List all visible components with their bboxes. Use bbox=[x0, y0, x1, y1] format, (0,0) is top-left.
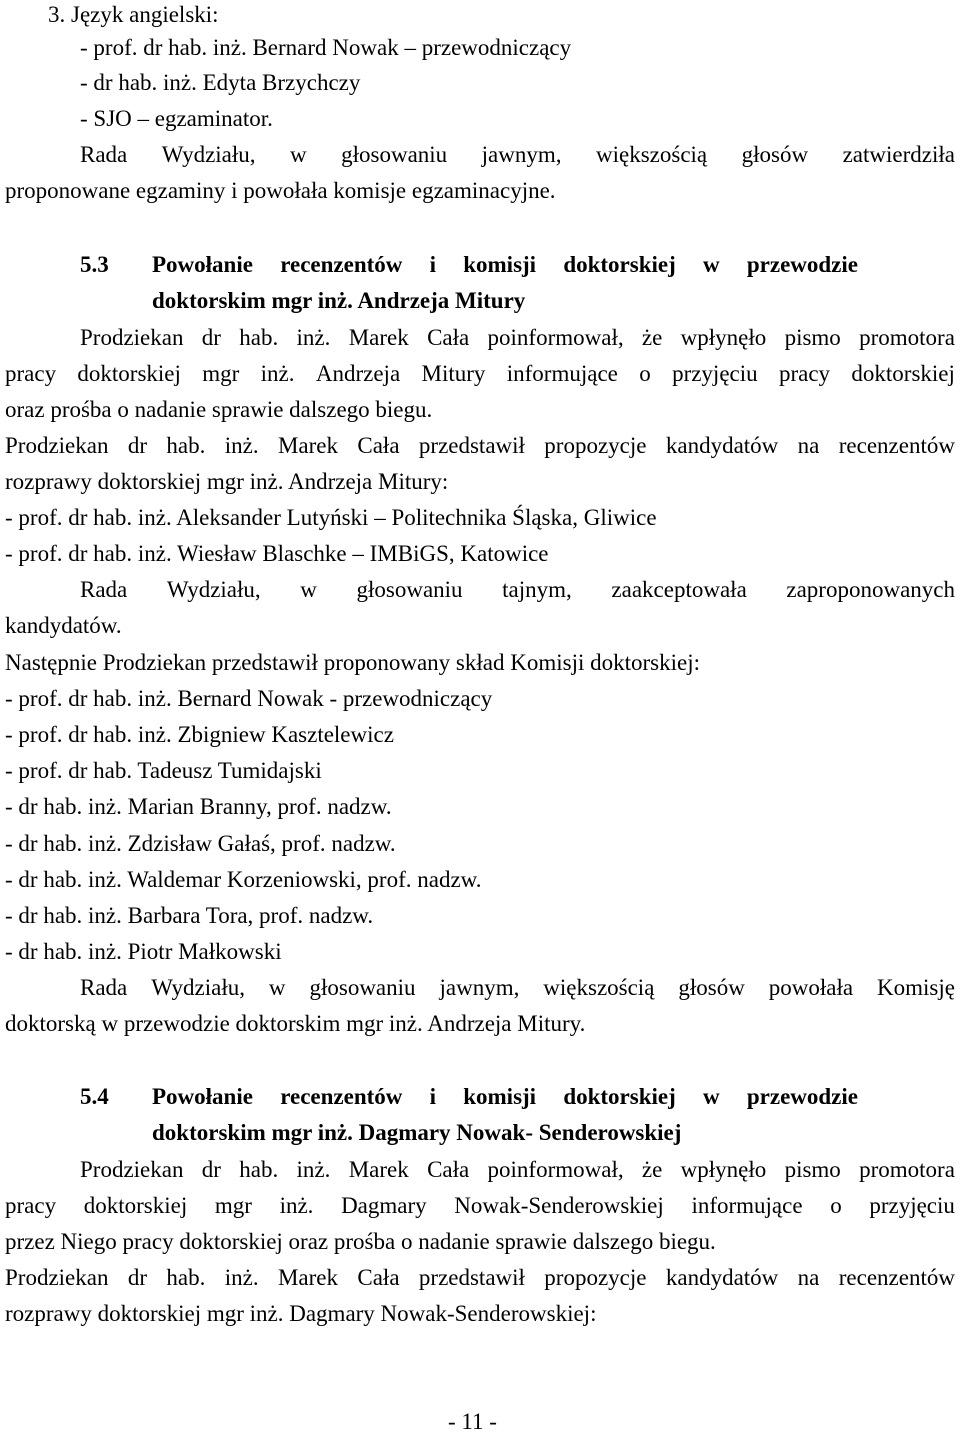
text-line: - prof. dr hab. inż. Bernard Nowak – przewodniczący bbox=[80, 35, 572, 60]
text-line: - prof. dr hab. inż. Wiesław Blaschke – IMBiGS, Katowice bbox=[5, 541, 549, 566]
text-line: - dr hab. inż. Waldemar Korzeniowski, prof. nadzw. bbox=[5, 867, 482, 892]
text-line: - SJO – egzaminator. bbox=[80, 106, 273, 131]
text-line: pracy doktorskiej mgr inż. Andrzeja Mitury informujące o przyjęciu pracy doktorskiej bbox=[5, 361, 955, 386]
text-line: - prof. dr hab. inż. Aleksander Lutyński – Politechnika Śląska, Gliwice bbox=[5, 505, 657, 530]
text-line: Następnie Prodziekan przedstawił proponowany skład Komisji doktorskiej: bbox=[5, 650, 700, 675]
text-line: - prof. dr hab. inż. Zbigniew Kasztelewicz bbox=[5, 722, 394, 747]
text-line: Prodziekan dr hab. inż. Marek Cała przedstawił propozycje kandydatów na recenzentów bbox=[5, 1265, 955, 1290]
text-line: rozprawy doktorskiej mgr inż. Dagmary Nowak-Senderowskiej: bbox=[5, 1301, 597, 1326]
section-heading: 5.3 bbox=[80, 252, 109, 277]
section-heading: doktorskim mgr inż. Andrzeja Mitury bbox=[152, 288, 526, 313]
text-line: kandydatów. bbox=[5, 613, 122, 638]
text-line: przez Niego pracy doktorskiej oraz prośba o nadanie sprawie dalszego biegu. bbox=[5, 1229, 716, 1254]
section-heading: doktorskim mgr inż. Dagmary Nowak- Senderowskiej bbox=[152, 1120, 682, 1145]
text-line: - dr hab. inż. Edyta Brzychczy bbox=[80, 70, 361, 95]
text-line: doktorską w przewodzie doktorskim mgr inż. Andrzeja Mitury. bbox=[5, 1011, 586, 1036]
text-line: proponowane egzaminy i powołała komisje egzaminacyjne. bbox=[5, 178, 556, 203]
text-line: Prodziekan dr hab. inż. Marek Cała poinformował, że wpłynęło pismo promotora bbox=[80, 325, 955, 350]
section-heading: 5.4 bbox=[80, 1084, 109, 1109]
text-line: - dr hab. inż. Barbara Tora, prof. nadzw. bbox=[5, 903, 374, 928]
text-line: pracy doktorskiej mgr inż. Dagmary Nowak-Senderowskiej informujące o przyjęciu bbox=[5, 1193, 955, 1218]
text-line: - dr hab. inż. Zdzisław Gałaś, prof. nadzw. bbox=[5, 831, 396, 856]
text-line: Rada Wydziału, w głosowaniu tajnym, zaakceptowała zaproponowanych bbox=[80, 577, 955, 602]
section-heading: Powołanie recenzentów i komisji doktorskiej w przewodzie bbox=[152, 252, 858, 277]
text-line: rozprawy doktorskiej mgr inż. Andrzeja Mitury: bbox=[5, 469, 449, 494]
text-line: oraz prośba o nadanie sprawie dalszego biegu. bbox=[5, 397, 433, 422]
text-line: - dr hab. inż. Marian Branny, prof. nadzw. bbox=[5, 794, 392, 819]
text-line: Rada Wydziału, w głosowaniu jawnym, większością głosów powołała Komisję bbox=[80, 975, 955, 1000]
section-heading: 3. Język angielski: bbox=[48, 2, 219, 27]
page-number: - 11 - bbox=[448, 1409, 497, 1434]
text-line: Rada Wydziału, w głosowaniu jawnym, większością głosów zatwierdziła bbox=[80, 142, 955, 167]
section-heading: Powołanie recenzentów i komisji doktorskiej w przewodzie bbox=[152, 1084, 858, 1109]
text-line: Prodziekan dr hab. inż. Marek Cała poinformował, że wpłynęło pismo promotora bbox=[80, 1157, 955, 1182]
text-line: Prodziekan dr hab. inż. Marek Cała przedstawił propozycje kandydatów na recenzentów bbox=[5, 433, 955, 458]
text-line: - prof. dr hab. inż. Bernard Nowak - przewodniczący bbox=[5, 686, 493, 711]
text-line: - dr hab. inż. Piotr Małkowski bbox=[5, 939, 282, 964]
text-line: - prof. dr hab. Tadeusz Tumidajski bbox=[5, 758, 322, 783]
